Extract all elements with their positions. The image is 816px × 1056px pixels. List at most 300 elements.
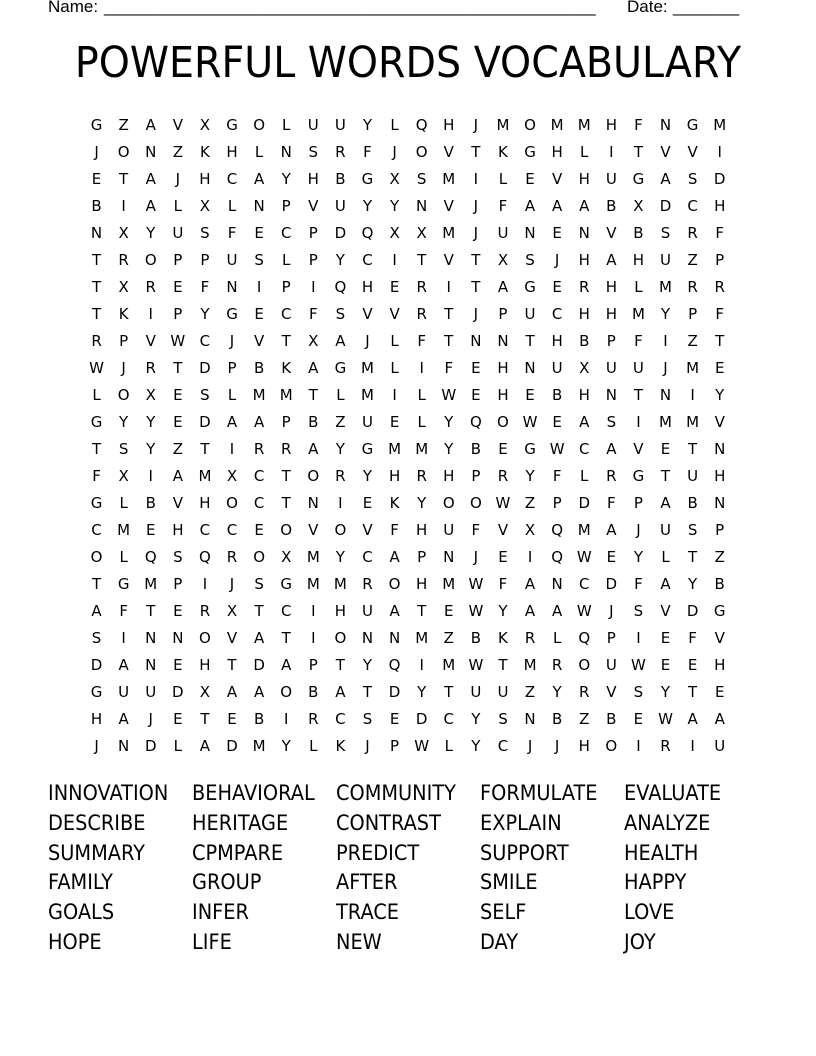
grid-letter[interactable]: N bbox=[659, 115, 672, 134]
grid-letter[interactable]: W bbox=[441, 385, 457, 404]
grid-letter[interactable]: Q bbox=[469, 412, 482, 431]
grid-letter[interactable]: R bbox=[687, 277, 698, 296]
grid-letter[interactable]: I bbox=[609, 142, 614, 161]
grid-letter[interactable]: Q bbox=[144, 547, 157, 566]
grid-letter[interactable]: H bbox=[226, 142, 238, 161]
grid-letter[interactable]: X bbox=[199, 115, 211, 134]
grid-letter[interactable]: O bbox=[334, 520, 347, 539]
grid-letter[interactable]: X bbox=[226, 466, 238, 485]
grid-letter[interactable]: E bbox=[254, 223, 264, 242]
grid-letter[interactable]: C bbox=[280, 601, 292, 620]
grid-letter[interactable]: H bbox=[632, 250, 645, 269]
grid-letter[interactable]: N bbox=[90, 223, 103, 242]
grid-letter[interactable]: L bbox=[417, 385, 426, 404]
grid-letter[interactable]: C bbox=[687, 196, 698, 215]
grid-letter[interactable]: I bbox=[419, 358, 424, 377]
grid-letter[interactable]: H bbox=[199, 655, 211, 674]
grid-letter[interactable]: A bbox=[606, 439, 617, 458]
grid-letter[interactable]: H bbox=[497, 358, 509, 377]
grid-letter[interactable]: N bbox=[524, 223, 536, 242]
grid-letter[interactable]: U bbox=[714, 736, 726, 755]
grid-letter[interactable]: X bbox=[579, 358, 590, 377]
grid-letter[interactable]: A bbox=[253, 169, 265, 188]
grid-letter[interactable]: R bbox=[579, 277, 590, 296]
grid-letter[interactable]: F bbox=[688, 628, 697, 647]
grid-letter[interactable]: S bbox=[525, 250, 535, 269]
grid-letter[interactable]: I bbox=[121, 628, 126, 647]
grid-letter[interactable]: D bbox=[415, 709, 428, 728]
grid-letter[interactable]: C bbox=[253, 493, 265, 512]
grid-letter[interactable]: G bbox=[713, 601, 726, 620]
grid-letter[interactable]: D bbox=[199, 412, 211, 431]
grid-letter[interactable]: H bbox=[416, 520, 428, 539]
grid-letter[interactable]: Y bbox=[362, 115, 373, 134]
grid-letter[interactable]: M bbox=[442, 169, 456, 188]
grid-letter[interactable]: B bbox=[633, 223, 644, 242]
grid-letter[interactable]: O bbox=[253, 115, 266, 134]
grid-letter[interactable]: Y bbox=[335, 547, 345, 566]
grid-letter[interactable]: W bbox=[170, 331, 186, 350]
grid-letter[interactable]: T bbox=[173, 358, 183, 377]
grid-letter[interactable]: Z bbox=[172, 439, 183, 458]
grid-letter[interactable]: B bbox=[714, 574, 725, 593]
grid-letter[interactable]: A bbox=[687, 709, 698, 728]
grid-letter[interactable]: U bbox=[632, 358, 644, 377]
grid-letter[interactable]: A bbox=[253, 628, 265, 647]
grid-letter[interactable]: I bbox=[690, 385, 695, 404]
grid-letter[interactable]: M bbox=[577, 115, 591, 134]
grid-letter[interactable]: E bbox=[606, 547, 617, 566]
grid-letter[interactable]: J bbox=[392, 142, 397, 161]
grid-letter[interactable]: B bbox=[308, 412, 319, 431]
grid-letter[interactable]: M bbox=[117, 520, 131, 539]
grid-letter[interactable]: O bbox=[117, 142, 130, 161]
grid-letter[interactable]: I bbox=[283, 709, 289, 728]
grid-letter[interactable]: M bbox=[415, 628, 429, 647]
grid-letter[interactable]: K bbox=[200, 142, 210, 161]
grid-letter[interactable]: N bbox=[578, 223, 590, 242]
grid-letter[interactable]: C bbox=[362, 547, 373, 566]
grid-letter[interactable]: T bbox=[281, 493, 291, 512]
grid-letter[interactable]: R bbox=[362, 574, 373, 593]
grid-letter[interactable]: T bbox=[688, 547, 698, 566]
grid-letter[interactable]: T bbox=[633, 142, 643, 161]
grid-letter[interactable]: N bbox=[470, 331, 482, 350]
grid-letter[interactable]: E bbox=[362, 493, 373, 512]
grid-letter[interactable]: G bbox=[524, 277, 536, 296]
grid-letter[interactable]: Z bbox=[714, 547, 725, 566]
grid-letter[interactable]: A bbox=[579, 196, 590, 215]
grid-letter[interactable]: F bbox=[417, 331, 426, 350]
grid-letter[interactable]: D bbox=[659, 196, 672, 215]
grid-letter[interactable]: G bbox=[686, 115, 699, 134]
grid-letter[interactable]: R bbox=[199, 601, 211, 620]
grid-letter[interactable]: R bbox=[606, 466, 617, 485]
grid-letter[interactable]: F bbox=[607, 493, 616, 512]
grid-letter[interactable]: A bbox=[389, 601, 400, 620]
grid-letter[interactable]: G bbox=[90, 115, 103, 134]
grid-letter[interactable]: O bbox=[144, 250, 157, 269]
grid-letter[interactable]: R bbox=[416, 304, 427, 323]
grid-letter[interactable]: L bbox=[552, 628, 562, 647]
grid-letter[interactable]: T bbox=[471, 250, 481, 269]
grid-letter[interactable]: F bbox=[444, 358, 454, 377]
grid-letter[interactable]: L bbox=[309, 736, 318, 755]
grid-letter[interactable]: X bbox=[118, 223, 129, 242]
grid-letter[interactable]: I bbox=[148, 304, 153, 323]
grid-letter[interactable]: V bbox=[443, 142, 454, 161]
grid-letter[interactable]: T bbox=[91, 250, 102, 269]
grid-letter[interactable]: B bbox=[606, 709, 617, 728]
grid-letter[interactable]: S bbox=[606, 412, 617, 431]
grid-letter[interactable]: T bbox=[688, 439, 698, 458]
grid-letter[interactable]: V bbox=[606, 223, 617, 242]
grid-letter[interactable]: X bbox=[281, 547, 292, 566]
grid-letter[interactable]: W bbox=[631, 655, 646, 674]
grid-letter[interactable]: V bbox=[552, 169, 563, 188]
grid-letter[interactable]: C bbox=[551, 304, 563, 323]
grid-letter[interactable]: I bbox=[717, 142, 722, 161]
grid-letter[interactable]: Y bbox=[362, 466, 373, 485]
grid-letter[interactable]: Z bbox=[579, 709, 590, 728]
grid-letter[interactable]: W bbox=[468, 574, 484, 593]
grid-letter[interactable]: W bbox=[414, 736, 430, 755]
grid-letter[interactable]: B bbox=[551, 709, 563, 728]
grid-letter[interactable]: W bbox=[495, 493, 511, 512]
grid-letter[interactable]: P bbox=[173, 574, 183, 593]
grid-letter[interactable]: I bbox=[311, 277, 316, 296]
grid-letter[interactable]: Y bbox=[119, 412, 129, 431]
grid-letter[interactable]: X bbox=[145, 385, 156, 404]
grid-letter[interactable]: G bbox=[361, 169, 374, 188]
grid-letter[interactable]: M bbox=[686, 358, 700, 377]
grid-letter[interactable]: H bbox=[416, 574, 428, 593]
grid-letter[interactable]: W bbox=[549, 439, 565, 458]
grid-letter[interactable]: H bbox=[578, 304, 590, 323]
grid-letter[interactable]: F bbox=[715, 223, 725, 242]
grid-letter[interactable]: O bbox=[524, 115, 536, 134]
grid-letter[interactable]: P bbox=[606, 331, 616, 350]
grid-letter[interactable]: J bbox=[229, 331, 235, 350]
grid-letter[interactable]: Q bbox=[551, 520, 564, 539]
grid-letter[interactable]: R bbox=[660, 736, 671, 755]
grid-letter[interactable]: M bbox=[686, 412, 700, 431]
grid-letter[interactable]: M bbox=[306, 547, 320, 566]
grid-letter[interactable]: Z bbox=[443, 628, 454, 647]
grid-letter[interactable]: X bbox=[308, 331, 319, 350]
grid-letter[interactable]: R bbox=[91, 331, 102, 350]
grid-letter[interactable]: B bbox=[470, 439, 481, 458]
grid-letter[interactable]: A bbox=[118, 655, 129, 674]
grid-letter[interactable]: P bbox=[200, 250, 210, 269]
grid-letter[interactable]: F bbox=[390, 520, 399, 539]
grid-letter[interactable]: Y bbox=[362, 655, 373, 674]
grid-letter[interactable]: S bbox=[173, 547, 183, 566]
grid-letter[interactable]: E bbox=[227, 709, 237, 728]
grid-letter[interactable]: T bbox=[281, 466, 291, 485]
grid-letter[interactable]: B bbox=[687, 493, 698, 512]
grid-letter[interactable]: V bbox=[389, 304, 400, 323]
grid-letter[interactable]: F bbox=[227, 223, 237, 242]
grid-letter[interactable]: R bbox=[497, 466, 509, 485]
grid-letter[interactable]: X bbox=[389, 223, 400, 242]
grid-letter[interactable]: G bbox=[361, 439, 374, 458]
grid-letter[interactable]: I bbox=[446, 277, 451, 296]
grid-letter[interactable]: R bbox=[416, 466, 427, 485]
grid-letter[interactable]: A bbox=[524, 601, 536, 620]
grid-letter[interactable]: D bbox=[578, 493, 591, 512]
grid-letter[interactable]: G bbox=[632, 169, 645, 188]
grid-letter[interactable]: Y bbox=[525, 466, 535, 485]
grid-letter[interactable]: A bbox=[118, 709, 129, 728]
grid-letter[interactable]: E bbox=[389, 709, 400, 728]
grid-letter[interactable]: S bbox=[498, 709, 508, 728]
grid-letter[interactable]: N bbox=[280, 142, 292, 161]
grid-letter[interactable]: L bbox=[282, 250, 291, 269]
grid-letter[interactable]: P bbox=[173, 304, 183, 323]
grid-letter[interactable]: A bbox=[335, 331, 346, 350]
grid-letter[interactable]: F bbox=[715, 304, 725, 323]
grid-letter[interactable]: P bbox=[715, 520, 725, 539]
grid-letter[interactable]: C bbox=[335, 709, 346, 728]
grid-letter[interactable]: C bbox=[362, 250, 373, 269]
grid-letter[interactable]: M bbox=[442, 655, 456, 674]
grid-letter[interactable]: I bbox=[636, 412, 641, 431]
grid-letter[interactable]: A bbox=[253, 682, 265, 701]
grid-letter[interactable]: E bbox=[173, 655, 183, 674]
grid-letter[interactable]: S bbox=[687, 520, 698, 539]
grid-letter[interactable]: G bbox=[90, 682, 103, 701]
grid-letter[interactable]: W bbox=[468, 601, 484, 620]
grid-letter[interactable]: A bbox=[660, 574, 671, 593]
grid-letter[interactable]: Y bbox=[715, 385, 725, 404]
grid-letter[interactable]: V bbox=[687, 142, 698, 161]
grid-letter[interactable]: L bbox=[254, 142, 264, 161]
grid-letter[interactable]: T bbox=[308, 385, 318, 404]
grid-letter[interactable]: S bbox=[335, 304, 346, 323]
grid-letter[interactable]: M bbox=[523, 655, 537, 674]
grid-letter[interactable]: R bbox=[308, 709, 319, 728]
grid-letter[interactable]: N bbox=[145, 142, 157, 161]
grid-letter[interactable]: T bbox=[91, 277, 102, 296]
grid-letter[interactable]: O bbox=[226, 493, 238, 512]
grid-letter[interactable]: U bbox=[334, 115, 346, 134]
grid-letter[interactable]: I bbox=[311, 628, 316, 647]
grid-letter[interactable]: U bbox=[361, 601, 373, 620]
grid-letter[interactable]: J bbox=[94, 142, 99, 161]
grid-letter[interactable]: I bbox=[663, 331, 668, 350]
grid-letter[interactable]: P bbox=[173, 250, 183, 269]
grid-letter[interactable]: P bbox=[552, 493, 562, 512]
grid-letter[interactable]: T bbox=[119, 169, 129, 188]
grid-letter[interactable]: U bbox=[660, 520, 671, 539]
grid-letter[interactable]: Z bbox=[118, 115, 129, 134]
grid-letter[interactable]: H bbox=[714, 466, 726, 485]
grid-letter[interactable]: N bbox=[497, 331, 509, 350]
grid-letter[interactable]: S bbox=[200, 223, 210, 242]
grid-letter[interactable]: R bbox=[335, 466, 346, 485]
grid-letter[interactable]: Y bbox=[335, 439, 345, 458]
grid-letter[interactable]: A bbox=[497, 277, 509, 296]
grid-letter[interactable]: V bbox=[714, 412, 725, 431]
grid-letter[interactable]: Z bbox=[687, 331, 698, 350]
grid-letter[interactable]: O bbox=[117, 385, 130, 404]
grid-letter[interactable]: P bbox=[308, 250, 318, 269]
grid-letter[interactable]: O bbox=[605, 736, 618, 755]
grid-letter[interactable]: L bbox=[390, 358, 399, 377]
grid-letter[interactable]: W bbox=[576, 547, 592, 566]
grid-letter[interactable]: R bbox=[118, 250, 129, 269]
grid-letter[interactable]: Q bbox=[578, 628, 591, 647]
grid-letter[interactable]: N bbox=[145, 655, 157, 674]
grid-letter[interactable]: T bbox=[91, 439, 102, 458]
grid-letter[interactable]: E bbox=[254, 304, 264, 323]
grid-letter[interactable]: H bbox=[578, 736, 590, 755]
grid-letter[interactable]: T bbox=[633, 385, 643, 404]
grid-letter[interactable]: E bbox=[173, 412, 183, 431]
grid-letter[interactable]: L bbox=[417, 412, 426, 431]
grid-letter[interactable]: N bbox=[416, 196, 428, 215]
grid-letter[interactable]: H bbox=[361, 277, 374, 296]
grid-letter[interactable]: A bbox=[552, 196, 563, 215]
grid-letter[interactable]: V bbox=[253, 331, 265, 350]
grid-letter[interactable]: R bbox=[416, 277, 427, 296]
grid-letter[interactable]: M bbox=[577, 520, 591, 539]
grid-letter[interactable]: R bbox=[145, 277, 156, 296]
grid-letter[interactable]: E bbox=[660, 439, 671, 458]
grid-letter[interactable]: F bbox=[634, 331, 643, 350]
grid-letter[interactable]: T bbox=[525, 331, 535, 350]
grid-letter[interactable]: Y bbox=[281, 169, 291, 188]
grid-letter[interactable]: B bbox=[579, 331, 590, 350]
grid-letter[interactable]: M bbox=[361, 385, 374, 404]
grid-letter[interactable]: B bbox=[308, 682, 319, 701]
grid-letter[interactable]: B bbox=[551, 385, 563, 404]
grid-letter[interactable]: I bbox=[636, 628, 641, 647]
grid-letter[interactable]: A bbox=[660, 493, 671, 512]
grid-letter[interactable]: C bbox=[226, 169, 238, 188]
grid-letter[interactable]: O bbox=[497, 412, 509, 431]
grid-letter[interactable]: N bbox=[443, 547, 455, 566]
grid-letter[interactable]: E bbox=[173, 601, 183, 620]
grid-letter[interactable]: K bbox=[335, 736, 346, 755]
grid-letter[interactable]: N bbox=[226, 277, 238, 296]
grid-letter[interactable]: M bbox=[442, 574, 456, 593]
grid-letter[interactable]: R bbox=[253, 439, 265, 458]
grid-letter[interactable]: E bbox=[714, 682, 725, 701]
grid-letter[interactable]: Y bbox=[417, 682, 427, 701]
grid-letter[interactable]: B bbox=[335, 169, 346, 188]
grid-letter[interactable]: F bbox=[308, 304, 318, 323]
grid-letter[interactable]: J bbox=[365, 331, 370, 350]
grid-letter[interactable]: Y bbox=[417, 493, 427, 512]
grid-letter[interactable]: I bbox=[419, 655, 424, 674]
grid-letter[interactable]: B bbox=[253, 709, 265, 728]
grid-letter[interactable]: C bbox=[578, 574, 590, 593]
grid-letter[interactable]: Y bbox=[146, 223, 156, 242]
grid-letter[interactable]: H bbox=[497, 385, 509, 404]
grid-letter[interactable]: G bbox=[334, 358, 347, 377]
grid-letter[interactable]: N bbox=[172, 628, 184, 647]
grid-letter[interactable]: Y bbox=[688, 574, 698, 593]
grid-letter[interactable]: I bbox=[311, 601, 316, 620]
grid-letter[interactable]: T bbox=[254, 601, 264, 620]
grid-letter[interactable]: J bbox=[636, 520, 641, 539]
grid-letter[interactable]: Z bbox=[172, 142, 183, 161]
grid-letter[interactable]: H bbox=[605, 277, 617, 296]
grid-letter[interactable]: F bbox=[200, 277, 210, 296]
grid-letter[interactable]: H bbox=[714, 196, 726, 215]
grid-letter[interactable]: H bbox=[172, 520, 184, 539]
grid-letter[interactable]: A bbox=[172, 466, 183, 485]
grid-letter[interactable]: A bbox=[145, 115, 156, 134]
grid-letter[interactable]: V bbox=[714, 628, 725, 647]
grid-letter[interactable]: M bbox=[252, 736, 266, 755]
grid-letter[interactable]: J bbox=[175, 169, 181, 188]
grid-letter[interactable]: I bbox=[527, 547, 533, 566]
grid-letter[interactable]: V bbox=[308, 520, 319, 539]
grid-letter[interactable]: U bbox=[687, 466, 699, 485]
grid-letter[interactable]: Y bbox=[498, 601, 508, 620]
grid-letter[interactable]: H bbox=[551, 142, 563, 161]
grid-letter[interactable]: T bbox=[146, 601, 156, 620]
grid-letter[interactable]: V bbox=[172, 493, 183, 512]
grid-letter[interactable]: H bbox=[90, 709, 103, 728]
grid-letter[interactable]: R bbox=[579, 682, 590, 701]
grid-letter[interactable]: V bbox=[226, 628, 238, 647]
grid-letter[interactable]: J bbox=[473, 196, 479, 215]
grid-letter[interactable]: F bbox=[634, 115, 643, 134]
grid-letter[interactable]: E bbox=[254, 520, 264, 539]
grid-letter[interactable]: P bbox=[308, 655, 318, 674]
grid-letter[interactable]: T bbox=[498, 655, 508, 674]
grid-letter[interactable]: V bbox=[606, 682, 617, 701]
grid-letter[interactable]: I bbox=[473, 169, 479, 188]
grid-letter[interactable]: J bbox=[473, 115, 479, 134]
grid-letter[interactable]: J bbox=[148, 709, 153, 728]
grid-letter[interactable]: M bbox=[361, 358, 374, 377]
grid-letter[interactable]: I bbox=[148, 466, 153, 485]
grid-letter[interactable]: M bbox=[550, 115, 564, 134]
grid-letter[interactable]: W bbox=[658, 709, 673, 728]
grid-letter[interactable]: P bbox=[281, 277, 291, 296]
grid-letter[interactable]: E bbox=[471, 358, 481, 377]
grid-letter[interactable]: M bbox=[198, 466, 212, 485]
grid-letter[interactable]: F bbox=[119, 601, 128, 620]
grid-letter[interactable]: U bbox=[145, 682, 157, 701]
grid-letter[interactable]: C bbox=[280, 304, 292, 323]
grid-letter[interactable]: G bbox=[90, 412, 103, 431]
grid-letter[interactable]: E bbox=[389, 412, 400, 431]
grid-letter[interactable]: M bbox=[631, 304, 645, 323]
grid-letter[interactable]: A bbox=[226, 412, 238, 431]
grid-letter[interactable]: D bbox=[226, 736, 238, 755]
grid-letter[interactable]: J bbox=[609, 601, 614, 620]
grid-letter[interactable]: B bbox=[253, 358, 265, 377]
grid-letter[interactable]: P bbox=[606, 628, 616, 647]
grid-letter[interactable]: N bbox=[714, 493, 726, 512]
grid-letter[interactable]: Q bbox=[388, 655, 401, 674]
grid-letter[interactable]: L bbox=[92, 385, 101, 404]
grid-letter[interactable]: W bbox=[522, 412, 538, 431]
grid-letter[interactable]: Q bbox=[334, 277, 347, 296]
grid-letter[interactable]: X bbox=[524, 520, 536, 539]
grid-letter[interactable]: U bbox=[118, 682, 130, 701]
grid-letter[interactable]: P bbox=[417, 547, 427, 566]
grid-letter[interactable]: H bbox=[578, 385, 590, 404]
grid-letter[interactable]: A bbox=[714, 709, 725, 728]
grid-letter[interactable]: I bbox=[338, 493, 343, 512]
